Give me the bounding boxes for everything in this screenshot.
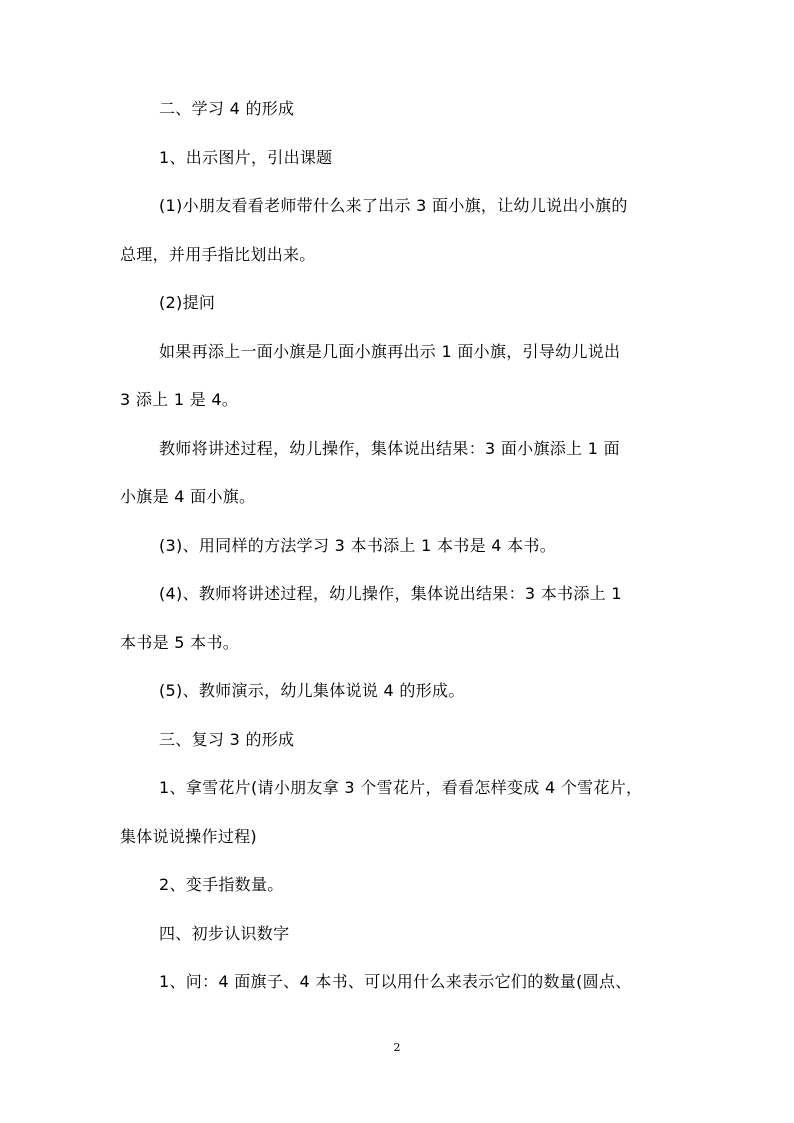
paragraph-line: 2、变手指数量。 — [159, 875, 284, 894]
page-number: 2 — [393, 1041, 401, 1054]
paragraph-line: 1、拿雪花片(请小朋友拿 3 个雪花片，看看怎样变成 4 个雪花片， — [159, 778, 643, 797]
paragraph-line: 3 添上 1 是 4。 — [120, 390, 239, 409]
section-heading: 三、复习 3 的形成 — [159, 729, 295, 749]
paragraph-line: 本书是 5 本书。 — [120, 632, 240, 652]
section-heading: 四、初步认识数字 — [159, 923, 290, 943]
paragraph-line: 1、问：4 面旗子、4 本书、可以用什么来表示它们的数量(圆点、 — [159, 972, 632, 991]
paragraph-line: (2)提问 — [159, 293, 216, 312]
paragraph-line: 集体说说操作过程) — [120, 826, 257, 846]
paragraph-line: 总理，并用手指比划出来。 — [120, 244, 316, 264]
paragraph-line: 1、出示图片，引出课题 — [159, 147, 333, 167]
paragraph-line: 如果再添上一面小旗是几面小旗再出示 1 面小旗，引导幼儿说出 — [159, 341, 621, 361]
section-heading: 二、学习 4 的形成 — [159, 99, 295, 118]
paragraph-line: 小旗是 4 面小旗。 — [120, 487, 256, 506]
document-body — [120, 91, 686, 1013]
paragraph-line: (5)、教师演示，幼儿集体说说 4 的形成。 — [159, 681, 465, 700]
paragraph-line: (1)小朋友看看老师带什么来了出示 3 面小旗，让幼儿说出小旗的 — [159, 196, 628, 215]
paragraph-line: (3)、用同样的方法学习 3 本书添上 1 本书是 4 本书。 — [159, 535, 557, 555]
paragraph-line: (4)、教师将讲述过程，幼儿操作，集体说出结果：3 本书添上 1 — [159, 584, 622, 603]
paragraph-line: 教师将讲述过程，幼儿操作，集体说出结果：3 面小旗添上 1 面 — [159, 438, 620, 458]
